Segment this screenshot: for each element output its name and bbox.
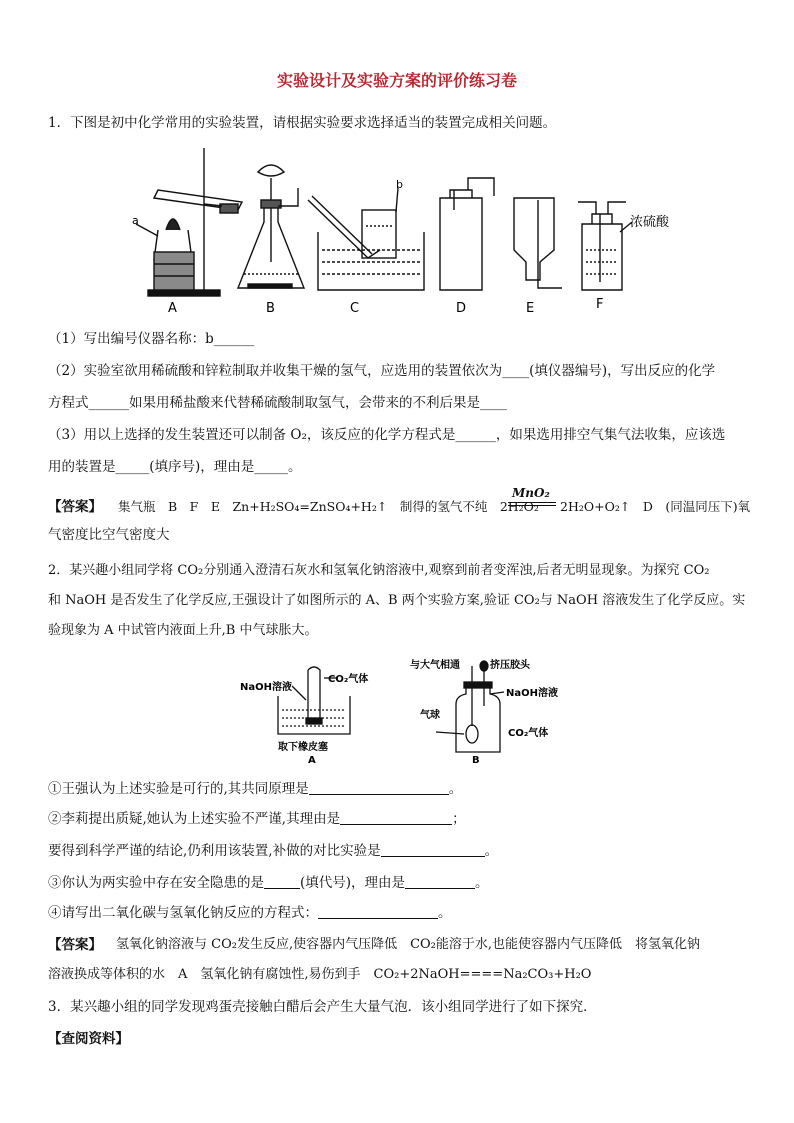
q1-part3-line2: 用的装置是_____(填序号)，理由是_____。 [48,459,302,475]
answer-blank[interactable] [405,874,475,889]
period: 。 [438,905,452,921]
q2-sub4 [48,904,452,922]
q1-answer-part2: 2H₂O+O₂↑ D (同温同压下)氧 [560,499,751,514]
co2-label-a: CO₂气体 [328,674,369,685]
q2-sub4-text: ④请写出二氧化碳与氢氧化钠反应的方程式： [48,905,318,921]
page-title: 实验设计及实验方案的评价练习卷 [276,71,517,90]
naoh-label-b: NaOH溶液 [506,688,558,699]
q2-stem-line1: 2．某兴趣小组同学将 CO₂分别通入澄清石灰水和氢氧化钠溶液中,观察到前者变浑浊,后者无明显现象。为探究 CO₂ [48,563,710,578]
q1-part2-line1: （2）实验室欲用稀硫酸和锌粒制取并收集干燥的氢气，应选用的装置依次为____(填仪器编号)，写出反应的化学 [48,363,716,379]
q2-sub1 [48,780,462,798]
period: 。 [475,875,489,891]
q3-section-heading: 【查阅资料】 [48,1031,129,1047]
q2-sub2b-text: 要得到科学严谨的结论,仍利用该装置,补做的对比实验是 [48,843,381,859]
fig2-label-a: A [308,755,316,766]
q1-answer-tag: 【答案】 [48,499,102,515]
fig-label-b: B [266,301,275,316]
q1-part2-line2: 方程式______如果用稀盐酸来代替稀硫酸制取氢气，会带来的不利后果是____ [48,395,507,411]
q1-apparatus-figure [118,140,678,318]
apparatus-a-label: a [132,214,139,227]
q2-sub3-text: ③你认为两实验中存在安全隐患的是 [48,875,264,891]
q1-answer-part1: 集气瓶 B F E Zn+H₂SO₄=ZnSO₄+H₂↑ 制得的氢气不纯 2H₂O₂ [118,499,539,514]
dropper-label: 挤压胶头 [490,660,530,671]
equation-arrow-line [508,502,556,506]
answer-blank[interactable] [318,904,438,919]
q2-stem-line3: 验现象为 A 中试管内液面上升,B 中气球胀大。 [48,623,318,638]
naoh-label-a: NaOH溶液 [240,682,292,693]
q2-stem-line2: 和 NaOH 是否发生了化学反应,王强设计了如图所示的 A、B 两个实验方案,验证 CO₂与 NaOH 溶液发生了化学反应。实 [48,593,746,608]
fig-label-a: A [168,301,177,316]
period: 。 [448,781,463,797]
q2-answer-line2: 溶液换成等体积的水 A 氢氧化钠有腐蚀性,易伤到手 CO₂+2NaOH====Na₂CO₃+H₂O [48,967,592,982]
fig-label-c: C [350,301,360,316]
balloon-label: 气球 [420,710,440,721]
acid-label: 浓硫酸 [630,215,670,230]
fig2-label-b: B [472,755,480,766]
q2-sub3-text2: (填代号)，理由是 [300,875,406,891]
q1-answer-part3: 气密度比空气密度大 [48,527,170,543]
q2-sub2-text: ②李莉提出质疑,她认为上述实验不严谨,其理由是 [48,811,341,827]
fig-label-f: F [596,297,604,312]
answer-blank[interactable] [264,874,300,889]
q2-answer-line1: 氢氧化钠溶液与 CO₂发生反应,使容器内气压降低 CO₂能溶于水,也能使容器内气压降低 将氢氧化钠 [116,937,701,952]
answer-blank[interactable] [381,842,485,857]
q1-answer-catalyst: MnO₂ [512,486,550,500]
fig-label-e: E [526,301,535,316]
answer-blank[interactable] [309,780,449,795]
q1-stem: 1．下图是初中化学常用的实验装置，请根据实验要求选择适当的装置完成相关问题。 [48,115,557,131]
answer-blank[interactable] [340,810,452,825]
air-label: 与大气相通 [410,660,460,671]
co2-label-b: CO₂气体 [508,728,549,739]
stopper-label: 取下橡皮塞 [278,742,328,753]
fig-label-d: D [456,301,467,316]
q2-sub1-text: ①王强认为上述实验是可行的,其共同原理是 [48,781,309,797]
apparatus-b-label: b [396,178,403,191]
q1-part3-line1: （3）用以上选择的发生装置还可以制备 O₂，该反应的化学方程式是______，如果选用排空气集气法收集，应该选 [48,427,726,443]
q2-experiment-figure [228,656,568,766]
q2-sub3 [48,874,489,892]
q2-sub2 [48,810,466,828]
q2-answer-tag: 【答案】 [48,937,102,953]
period: 。 [484,843,499,859]
q2-sub2b [48,842,498,860]
semicolon: ； [452,811,466,827]
q3-stem: 3．某兴趣小组的同学发现鸡蛋壳接触白醋后会产生大量气泡．该小组同学进行了如下探究． [48,999,597,1015]
q1-part1: （1）写出编号仪器名称：b______ [48,331,255,347]
